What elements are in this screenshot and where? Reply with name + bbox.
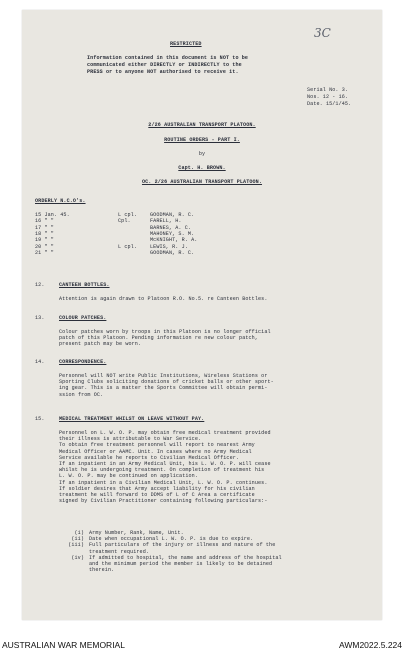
orderly-date: 18 " " <box>35 230 54 237</box>
unit-title: 2/26 AUSTRALIAN TRANSPORT PLATOON. <box>148 122 256 128</box>
by-line: by <box>198 151 206 157</box>
section-body-line: their illness is attributable to War Service. <box>59 436 202 443</box>
particular-number: (iii) <box>68 542 84 549</box>
section-body-line: ing gear. This is a matter the Sports Committee will obtain permi- <box>59 385 268 392</box>
orderly-rank: Cpl. <box>118 218 131 225</box>
orders-title: ROUTINE ORDERS - PART I. <box>164 137 240 143</box>
orderly-date: 21 " " <box>35 249 54 256</box>
serial-number: Serial No. 3. <box>307 87 349 93</box>
particular-number: (i) <box>74 530 84 536</box>
section-body-line: If an inpatient in an Army Medical Unit, his L. W. O. P. will cease <box>59 461 271 467</box>
particular-text: If admitted to hospital, the name and address of the hospital <box>89 554 282 561</box>
document-page <box>22 10 382 620</box>
orderly-name: GOODMAN, R. C. <box>150 249 195 256</box>
orderly-name: FARELL, H. <box>150 218 182 225</box>
orderly-name: GOODMAN, R. C. <box>150 212 195 218</box>
section-body-line: Attention is again drawn to Platoon R.O. No.5. re Canteen Bottles. <box>59 296 268 302</box>
author-position: OC. 2/26 AUSTRALIAN TRANSPORT PLATOON. <box>141 179 263 185</box>
orderly-date: 19 " " <box>35 237 54 244</box>
section-body-line: Personnel on L. W. O. P. may obtain free medical treatment provided <box>59 430 271 436</box>
section-body-line: If an inpatient in a Civilian Medical Unit, L. W. O. P. continues. <box>59 479 268 486</box>
orderly-name: LEWIS, R. J. <box>150 243 188 250</box>
particular-text: and the minimum period the member is likely to be detained <box>89 561 273 567</box>
author-name: Capt. H. BROWN. <box>178 165 226 171</box>
section-body-line: L. W. O. P. may be continued on application. <box>59 473 198 480</box>
section-heading: MEDICAL TREATMENT WHILST ON LEAVE WITHOUT PAY. <box>59 416 205 422</box>
orderly-name: BARNES, A. C. <box>150 224 192 231</box>
orderly-name: McKNIGHT, R. A. <box>150 237 198 244</box>
orderly-heading: ORDERLY N.C.O's. <box>35 198 86 204</box>
orderly-rank: L cpl. <box>118 212 137 218</box>
particular-number: (iv) <box>71 554 84 561</box>
section-number: 15. <box>35 416 45 422</box>
order-date: Date. 15/1/45. <box>307 101 352 107</box>
section-body-line: Sporting Clubs soliciting donations of cricket balls or other sport- <box>59 379 274 386</box>
section-body-line: present patch may be worn. <box>59 341 142 348</box>
orderly-name: MAHONEY, S. M. <box>150 230 195 237</box>
notice-line-3: PRESS or to anyone NOT authorised to receive it. <box>87 69 239 75</box>
particular-text: treatment required. <box>89 548 150 555</box>
section-body-line: Service available he reports to Civilian Medical Officer. <box>59 454 240 461</box>
footer-accession: AWM2022.5.224 <box>339 640 402 650</box>
section-number: 14. <box>35 359 45 365</box>
section-number: 13. <box>35 315 45 321</box>
particular-text: Full particulars of the injury or illness and nature of the <box>89 542 276 549</box>
section-body-line: whilst he is undergoing treatment. On completion of treatment his <box>59 467 265 474</box>
handwritten-folio-number: 3C <box>314 26 331 40</box>
section-body-line: Personnel will NOT write Public Institutions, Wireless Stations or <box>59 373 268 379</box>
particular-text: Army Number, Rank, Name, Unit. <box>89 530 184 536</box>
orderly-date: 16 " " <box>35 218 54 225</box>
section-body-line: If soldier desires that Army accept liability for his civilian <box>59 485 255 492</box>
particular-text: Date when occupational L. W. O. P. is due to expire. <box>89 536 254 543</box>
section-body-line: ssion from OC. <box>59 391 104 398</box>
notice-line-1: Information contained in this document is NOT to be <box>87 55 249 61</box>
section-body-line: Medical Officer or AAMC. Unit. In cases where no Army Medical <box>59 448 252 455</box>
notice-line-2: communicated either DIRECTLY or INDIRECTLY to the <box>87 62 242 68</box>
order-numbers: Nos. 12 - 16. <box>307 94 349 100</box>
section-heading: COLOUR PATCHES. <box>59 315 107 321</box>
orderly-date: 15 Jan. 45. <box>35 212 70 218</box>
section-body-line: To obtain free treatment personnel will report to nearest Army <box>59 442 255 449</box>
restricted-marking: RESTRICTED <box>170 41 202 47</box>
section-number: 12. <box>35 282 45 288</box>
orderly-date: 20 " " <box>35 243 54 250</box>
orderly-date: 17 " " <box>35 224 54 231</box>
particular-text: therein. <box>89 567 115 574</box>
section-body-line: Colour patches worn by troops in this Platoon is no longer official <box>59 329 271 335</box>
section-body-line: patch of this Platoon. Pending information re new colour patch, <box>59 335 259 342</box>
section-body-line: signed by Civilian Practitioner containing following particulars:- <box>59 498 268 505</box>
footer-bar <box>0 636 405 653</box>
section-body-line: treatment he will forward to DDMS of L of C Area a certificate <box>59 492 255 498</box>
section-heading: CANTEEN BOTTLES. <box>59 282 110 288</box>
orderly-rank: L cpl. <box>118 243 137 250</box>
section-heading: CORRESPONDENCE. <box>59 359 107 365</box>
footer-source: AUSTRALIAN WAR MEMORIAL <box>2 640 125 650</box>
particular-number: (ii) <box>71 536 84 543</box>
